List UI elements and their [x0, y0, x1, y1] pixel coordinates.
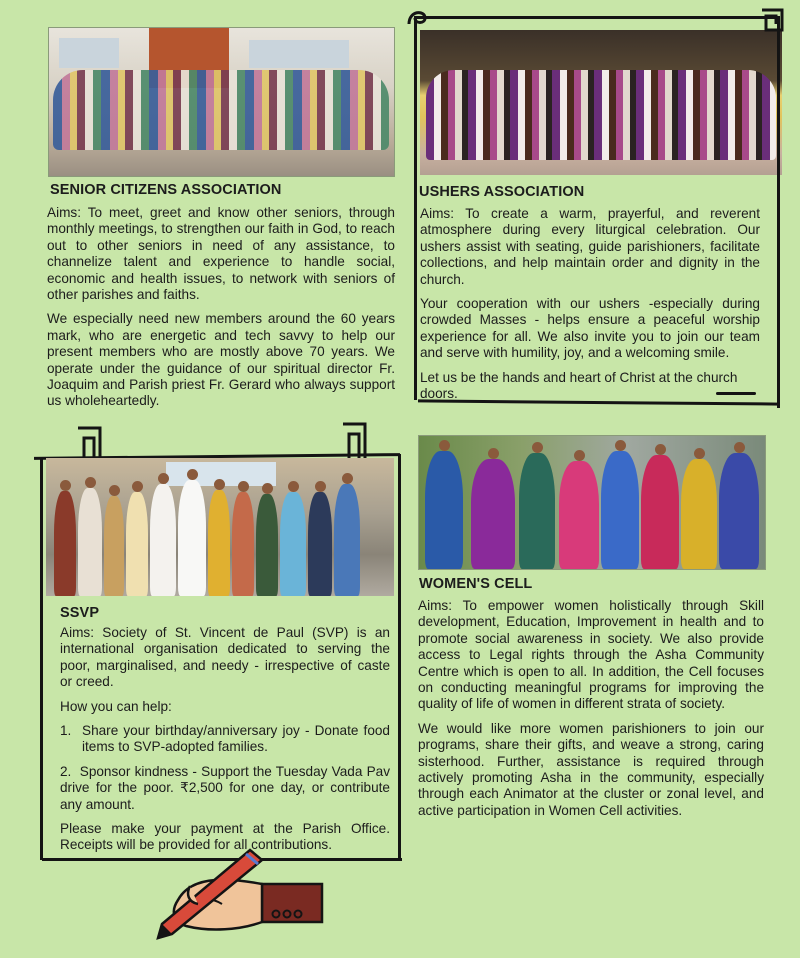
ssvp-help-heading: How you can help: — [60, 698, 172, 714]
womens-cell-photo — [418, 435, 766, 570]
ushers-frame-right — [777, 18, 780, 408]
ssvp-photo — [46, 458, 394, 596]
list-item — [60, 723, 390, 756]
list-item-number: 2. — [60, 763, 72, 779]
womens-cell-aims-paragraph: Aims: To empower women holistically through Skill development, Education, Improvement in health and to promote social awareness in society. We also provide access to Legal rights through the Asha Community Centre which is open to all. In addition, the Cell focuses on conducting meaningful programs for improving the quality of life of women in different strata of society. — [418, 598, 764, 712]
ssvp-aims-paragraph: Aims: Society of St. Vincent de Paul (SVP) is an international organisation dedicated to serving the poor, marginalised, and needy - irrespective of caste or creed. — [60, 625, 390, 690]
pin-clip-icon — [405, 4, 431, 28]
ushers-frame-left — [414, 18, 417, 400]
ushers-closing-paragraph: Let us be the hands and heart of Christ at the church doors. — [420, 369, 738, 402]
ssvp-payment-paragraph: Please make your payment at the Parish Office. Receipts will be provided for all contributions. — [60, 821, 390, 853]
hand-writing-pencil-icon — [150, 842, 325, 942]
womens-cell-section-title: WOMEN'S CELL — [419, 576, 533, 592]
ushers-cooperation-paragraph: Your cooperation with our ushers -especially during crowded Masses - helps ensure a peaceful worship experience for all. We also invite you to join our team and serve with humility, joy, and a welcoming smile. — [420, 296, 760, 361]
ushers-photo — [420, 30, 782, 175]
senior-members-paragraph: We especially need new members around the 60 years mark, who are energetic and tech savvy to help our present members who are mostly above 70 years. We operate under the guidance of our spiritual director Fr. Joaquim and Parish priest Fr. Gerard who always support us wholeheartedly. — [47, 311, 395, 409]
senior-aims-paragraph: Aims: To meet, greet and know other seniors, through monthly meetings, to strengthen our faith in God, to reach out to other seniors in need of any assistance, to channelize talent and experience to handle social, economic and health issues, to network with seniors of other parishes and faiths. — [47, 205, 395, 303]
womens-cell-invite-paragraph: We would like more women parishioners to join our programs, share their gifts, and weave a strong, caring sisterhood. Further, assistance is required through actively promoting Asha in the community, especially through each Animator at the cluster or zonal level, and active participation in Women Cell activities. — [418, 720, 764, 818]
ssvp-sponsor-paragraph — [60, 764, 390, 813]
pin-clip-icon — [758, 4, 788, 36]
ushers-aims-paragraph: Aims: To create a warm, prayerful, and reverent atmosphere during every liturgical celebration. Our ushers assist with seating, guide parishioners, facilitate collections, and help maintain order and dignity in the church. — [420, 206, 760, 287]
senior-section-title: SENIOR CITIZENS ASSOCIATION — [50, 182, 282, 198]
ssvp-frame-right — [398, 454, 401, 860]
ssvp-section-body — [60, 625, 390, 862]
ushers-section-title: USHERS ASSOCIATION — [419, 184, 585, 200]
list-item-text: Share your birthday/anniversary joy - Donate food items to SVP-adopted families. — [82, 723, 390, 755]
list-item-text: Sponsor kindness - Support the Tuesday Vada Pav drive for the poor. ₹2,500 for one day, or contribute any amount. — [60, 763, 390, 812]
ssvp-section-title: SSVP — [60, 605, 100, 621]
ushers-section-body — [420, 206, 760, 410]
senior-section-body — [47, 205, 395, 418]
ushers-frame-top — [414, 16, 780, 19]
ssvp-frame-left — [40, 458, 43, 860]
womens-cell-section-body — [418, 598, 764, 827]
senior-citizens-photo — [48, 27, 395, 177]
list-item-number: 1. — [60, 723, 72, 739]
